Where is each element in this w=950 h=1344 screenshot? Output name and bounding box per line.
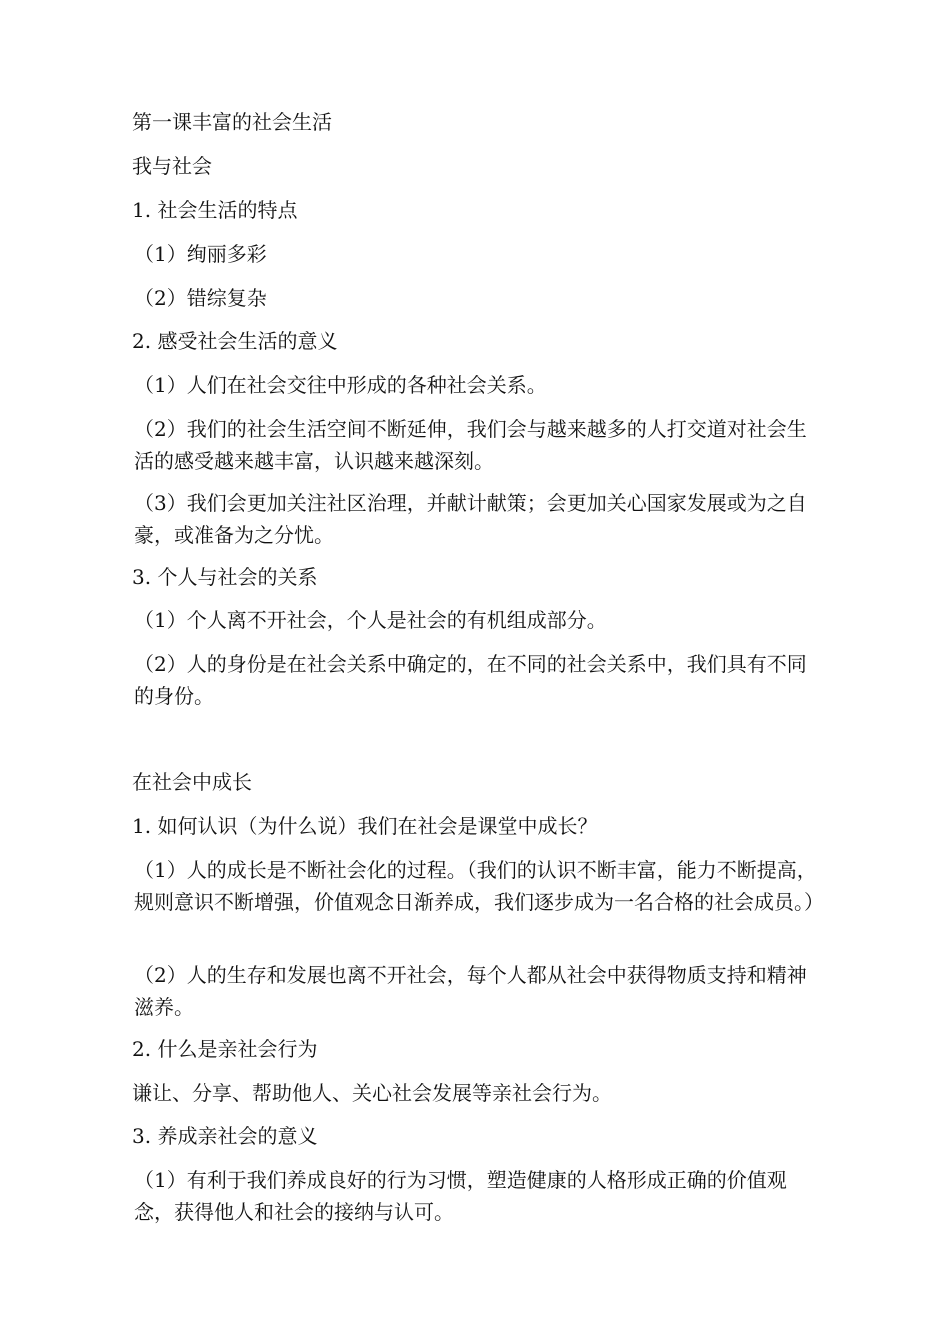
list-item: （1）个人离不开社会，个人是社会的有机组成部分。	[134, 608, 607, 632]
body-text: 谦让、分享、帮助他人、关心社会发展等亲社会行为。	[132, 1081, 612, 1105]
list-item: （2）错综复杂	[134, 286, 267, 310]
list-item: （1）人的成长是不断社会化的过程。（我们的认识不断丰富，能力不断提高，规则意识不断增强，价值观念日渐养成，我们逐步成为一名合格的社会成员。）	[134, 858, 824, 914]
list-item: （1）人们在社会交往中形成的各种社会关系。	[134, 373, 547, 397]
section-heading-growing-in-society: 在社会中成长	[132, 770, 252, 794]
document-title: 第一课丰富的社会生活	[132, 110, 332, 134]
list-item: （3）我们会更加关注社区治理，并献计献策；会更加关心国家发展或为之自豪，或准备为之分忧。	[134, 491, 807, 547]
question-title: 1. 社会生活的特点	[132, 198, 298, 222]
question-title: 3. 养成亲社会的意义	[132, 1124, 318, 1148]
question-title: 2. 感受社会生活的意义	[132, 329, 338, 353]
list-item: （2）人的生存和发展也离不开社会，每个人都从社会中获得物质支持和精神滋养。	[134, 963, 807, 1019]
question-title: 3. 个人与社会的关系	[132, 565, 318, 589]
list-item: （2）我们的社会生活空间不断延伸，我们会与越来越多的人打交道对社会生活的感受越来越丰富，认识越来越深刻。	[134, 417, 807, 473]
question-title: 1. 如何认识（为什么说）我们在社会是课堂中成长？	[132, 814, 598, 838]
list-item: （1）绚丽多彩	[134, 242, 267, 266]
question-title: 2. 什么是亲社会行为	[132, 1037, 318, 1061]
section-heading-me-and-society: 我与社会	[132, 154, 212, 178]
list-item: （2）人的身份是在社会关系中确定的，在不同的社会关系中，我们具有不同的身份。	[134, 652, 807, 708]
list-item: （1）有利于我们养成良好的行为习惯，塑造健康的人格形成正确的价值观念，获得他人和社会的接纳与认可。	[134, 1168, 787, 1224]
